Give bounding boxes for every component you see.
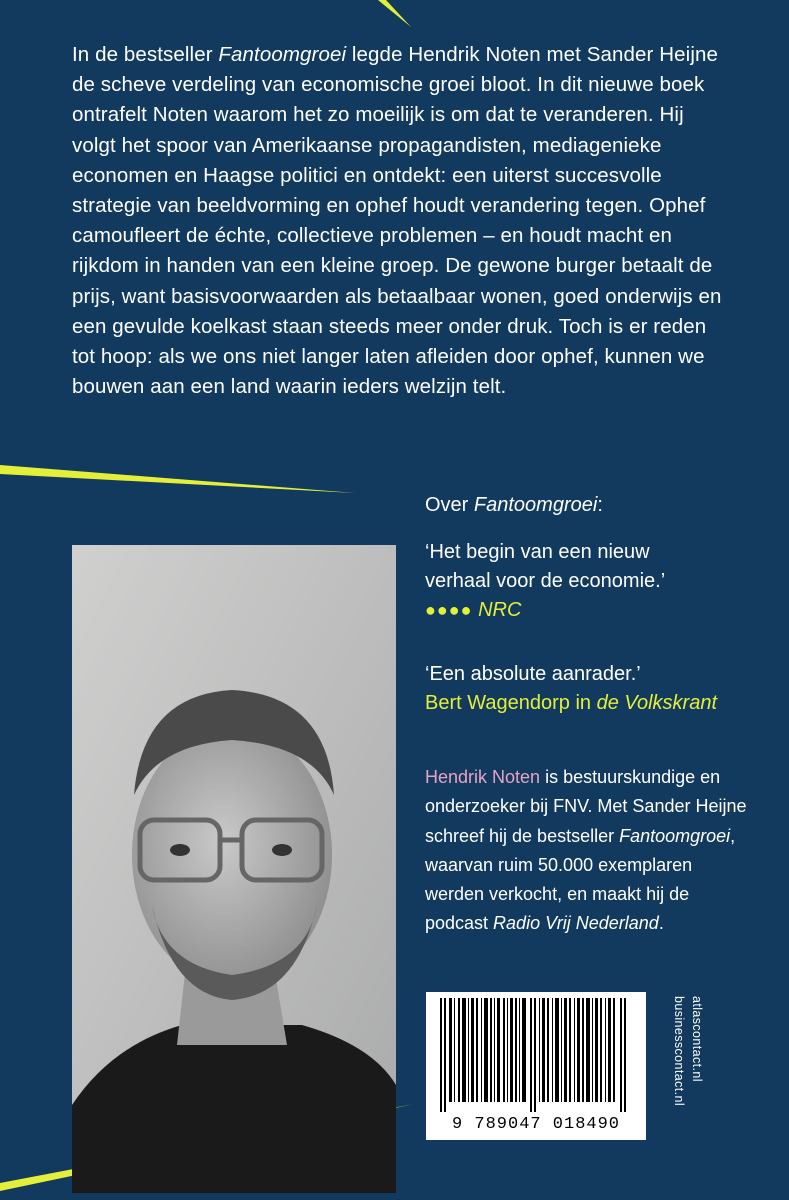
bio-text-1: is bestuurskundige en onderzoeker bij FNV. Met Sander Heijne schreef hij de bestseller: [425, 767, 747, 846]
back-cover-blurb: [72, 40, 732, 402]
review-quote-text: ‘Het begin van een nieuw verhaal voor de economie.’: [425, 541, 666, 592]
review-quote-volkskrant: [425, 660, 765, 718]
side-text-atlas: atlascontact.nl: [690, 996, 704, 1082]
author-bio: [425, 763, 755, 939]
review-quote-text: ‘Een absolute aanrader.’: [425, 663, 641, 685]
rating-dots: ●●●●: [425, 600, 473, 620]
review-quote-nrc: [425, 538, 695, 625]
author-name: Hendrik Noten: [425, 767, 541, 787]
isbn-number: 9 789047 018490: [451, 1115, 621, 1134]
reviews-heading-title: Fantoomgroei: [473, 494, 598, 516]
review-author: Bert Wagendorp in: [425, 692, 597, 714]
reviews-heading-suffix: :: [597, 494, 603, 516]
blurb-text-2: legde Hendrik Noten met Sander Heijne de scheve verdeling van economische groei bloot. In dit nieuwe boek ontrafelt Noten waarom het zo moeilijk is om dat te veranderen. Hij volgt het spoor van Amerikaanse propagandisten, mediagenieke economen en Haagse politici en ontdekt: een uiterst succesvolle strategie van beeldvorming en ophef houdt verandering tegen. Ophef camoufleert de échte, collectieve problemen – en houdt macht en rijkdom in handen van een kleine groep. De gewone burger betaalt de prijs, want basisvoorwaarden als betaalbaar wonen, goed onderwijs en een gevulde koelkast staan steeds meer onder druk. Toch is er reden tot hoop: als we ons niet langer laten afleiden door ophef, kunnen we bouwen aan een land waarin ieders welzijn telt.: [72, 43, 722, 399]
bio-text-3: .: [658, 913, 664, 934]
reviews-heading-prefix: Over: [425, 494, 474, 516]
author-photo: [72, 545, 396, 1193]
bio-podcast-title: Radio Vrij Nederland: [493, 913, 659, 934]
side-text-business: businesscontact.nl: [672, 996, 686, 1107]
bio-book-title: Fantoomgroei: [619, 825, 731, 846]
bio-text-2: , waarvan ruim 50.000 exemplaren werden verkocht, en maakt hij de podcast: [425, 825, 736, 934]
reviews-heading: [425, 494, 603, 517]
blurb-text-1: In de bestseller: [72, 43, 219, 66]
blurb-book-title: Fantoomgroei: [218, 43, 347, 66]
review-source-nrc: NRC: [478, 599, 522, 621]
barcode: [426, 992, 646, 1140]
review-source-volkskrant: de Volkskrant: [596, 692, 718, 714]
